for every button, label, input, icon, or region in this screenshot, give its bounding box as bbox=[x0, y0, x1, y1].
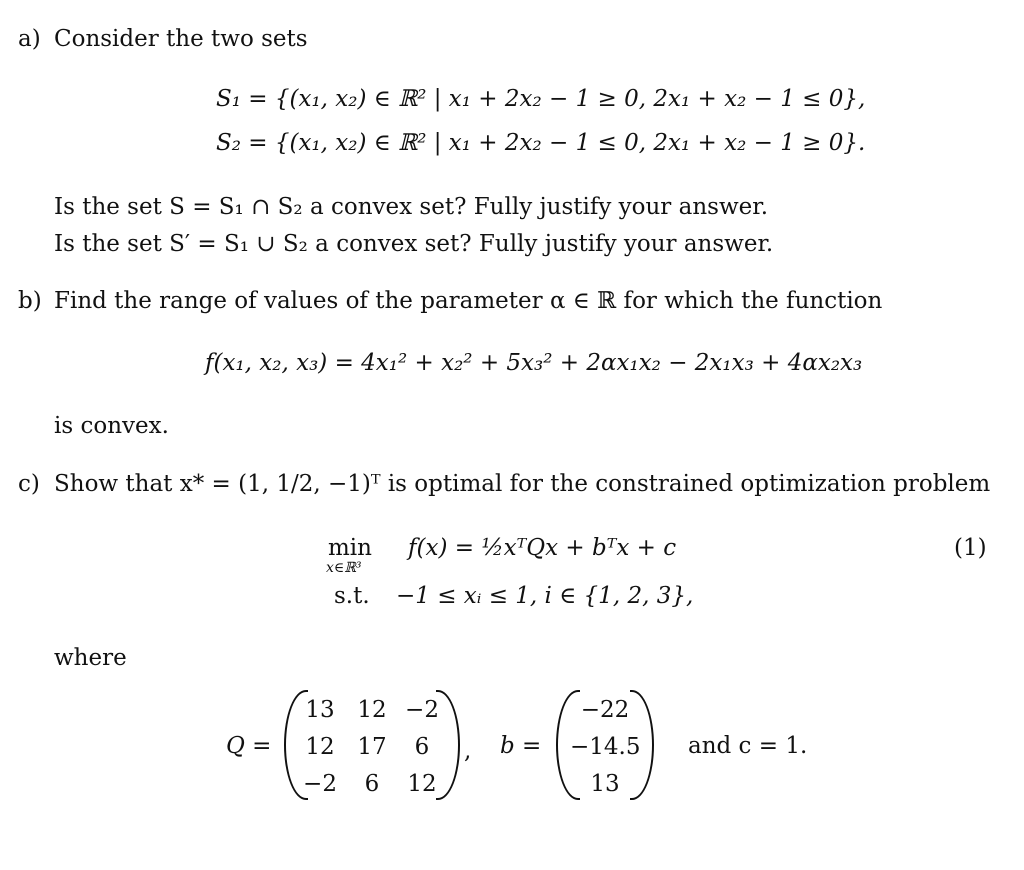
matrix-q-cell: −2 bbox=[303, 771, 337, 797]
constant-c-definition: and c = 1. bbox=[688, 733, 808, 759]
part-a-intro: Consider the two sets bbox=[54, 26, 308, 52]
part-b-label: b) bbox=[18, 288, 42, 314]
matrix-q-cell: 12 bbox=[407, 771, 437, 797]
set-s1-definition: S₁ = {(x₁, x₂) ∈ ℝ² | x₁ + 2x₂ − 1 ≥ 0, 2x₁ + x₂ − 1 ≤ 0}, bbox=[216, 86, 866, 112]
function-definition: f(x₁, x₂, x₃) = 4x₁² + x₂² + 5x₃² + 2αx₁x₂ − 2x₁x₃ + 4αx₂x₃ bbox=[205, 350, 863, 376]
matrix-q-cell: 17 bbox=[357, 734, 387, 760]
matrix-q-label: Q = bbox=[226, 733, 272, 759]
matrix-q-cell: 6 bbox=[414, 734, 430, 760]
matrix-q-cell: −2 bbox=[405, 697, 439, 723]
min-operator: min bbox=[328, 535, 372, 561]
equation-number: (1) bbox=[954, 535, 987, 561]
matrix-q bbox=[284, 690, 460, 800]
vector-b-label: b = bbox=[500, 733, 542, 759]
matrix-q-cell: 13 bbox=[305, 697, 335, 723]
matrix-q-cell: 12 bbox=[357, 697, 387, 723]
subject-to-label: s.t. bbox=[334, 583, 370, 609]
matrix-separator-comma: , bbox=[464, 738, 472, 764]
part-a-question-union: Is the set S′ = S₁ ∪ S₂ a convex set? Fully justify your answer. bbox=[54, 231, 774, 257]
min-subscript: x∈ℝ³ bbox=[326, 560, 362, 576]
matrix-q-cell: 6 bbox=[364, 771, 380, 797]
set-s2-definition: S₂ = {(x₁, x₂) ∈ ℝ² | x₁ + 2x₂ − 1 ≤ 0, 2x₁ + x₂ − 1 ≥ 0}. bbox=[216, 130, 866, 156]
part-a-question-intersection: Is the set S = S₁ ∩ S₂ a convex set? Fully justify your answer. bbox=[54, 194, 769, 220]
vector-b-cell: −22 bbox=[580, 697, 630, 723]
matrix-q-cell: 12 bbox=[305, 734, 335, 760]
where-label: where bbox=[54, 645, 127, 671]
part-c-intro: Show that x* = (1, 1/2, −1)ᵀ is optimal for the constrained optimization problem bbox=[54, 471, 991, 497]
vector-b bbox=[556, 690, 654, 800]
constraint-expression: −1 ≤ xᵢ ≤ 1, i ∈ {1, 2, 3}, bbox=[396, 583, 694, 609]
objective-function: f(x) = ½xᵀQx + bᵀx + c bbox=[408, 535, 677, 561]
part-c-label: c) bbox=[18, 471, 40, 497]
part-b-outro: is convex. bbox=[54, 413, 169, 439]
part-b-intro: Find the range of values of the parameter α ∈ ℝ for which the function bbox=[54, 288, 883, 314]
part-a-label: a) bbox=[18, 26, 41, 52]
vector-b-cell: 13 bbox=[590, 771, 620, 797]
vector-b-cell: −14.5 bbox=[570, 734, 641, 760]
